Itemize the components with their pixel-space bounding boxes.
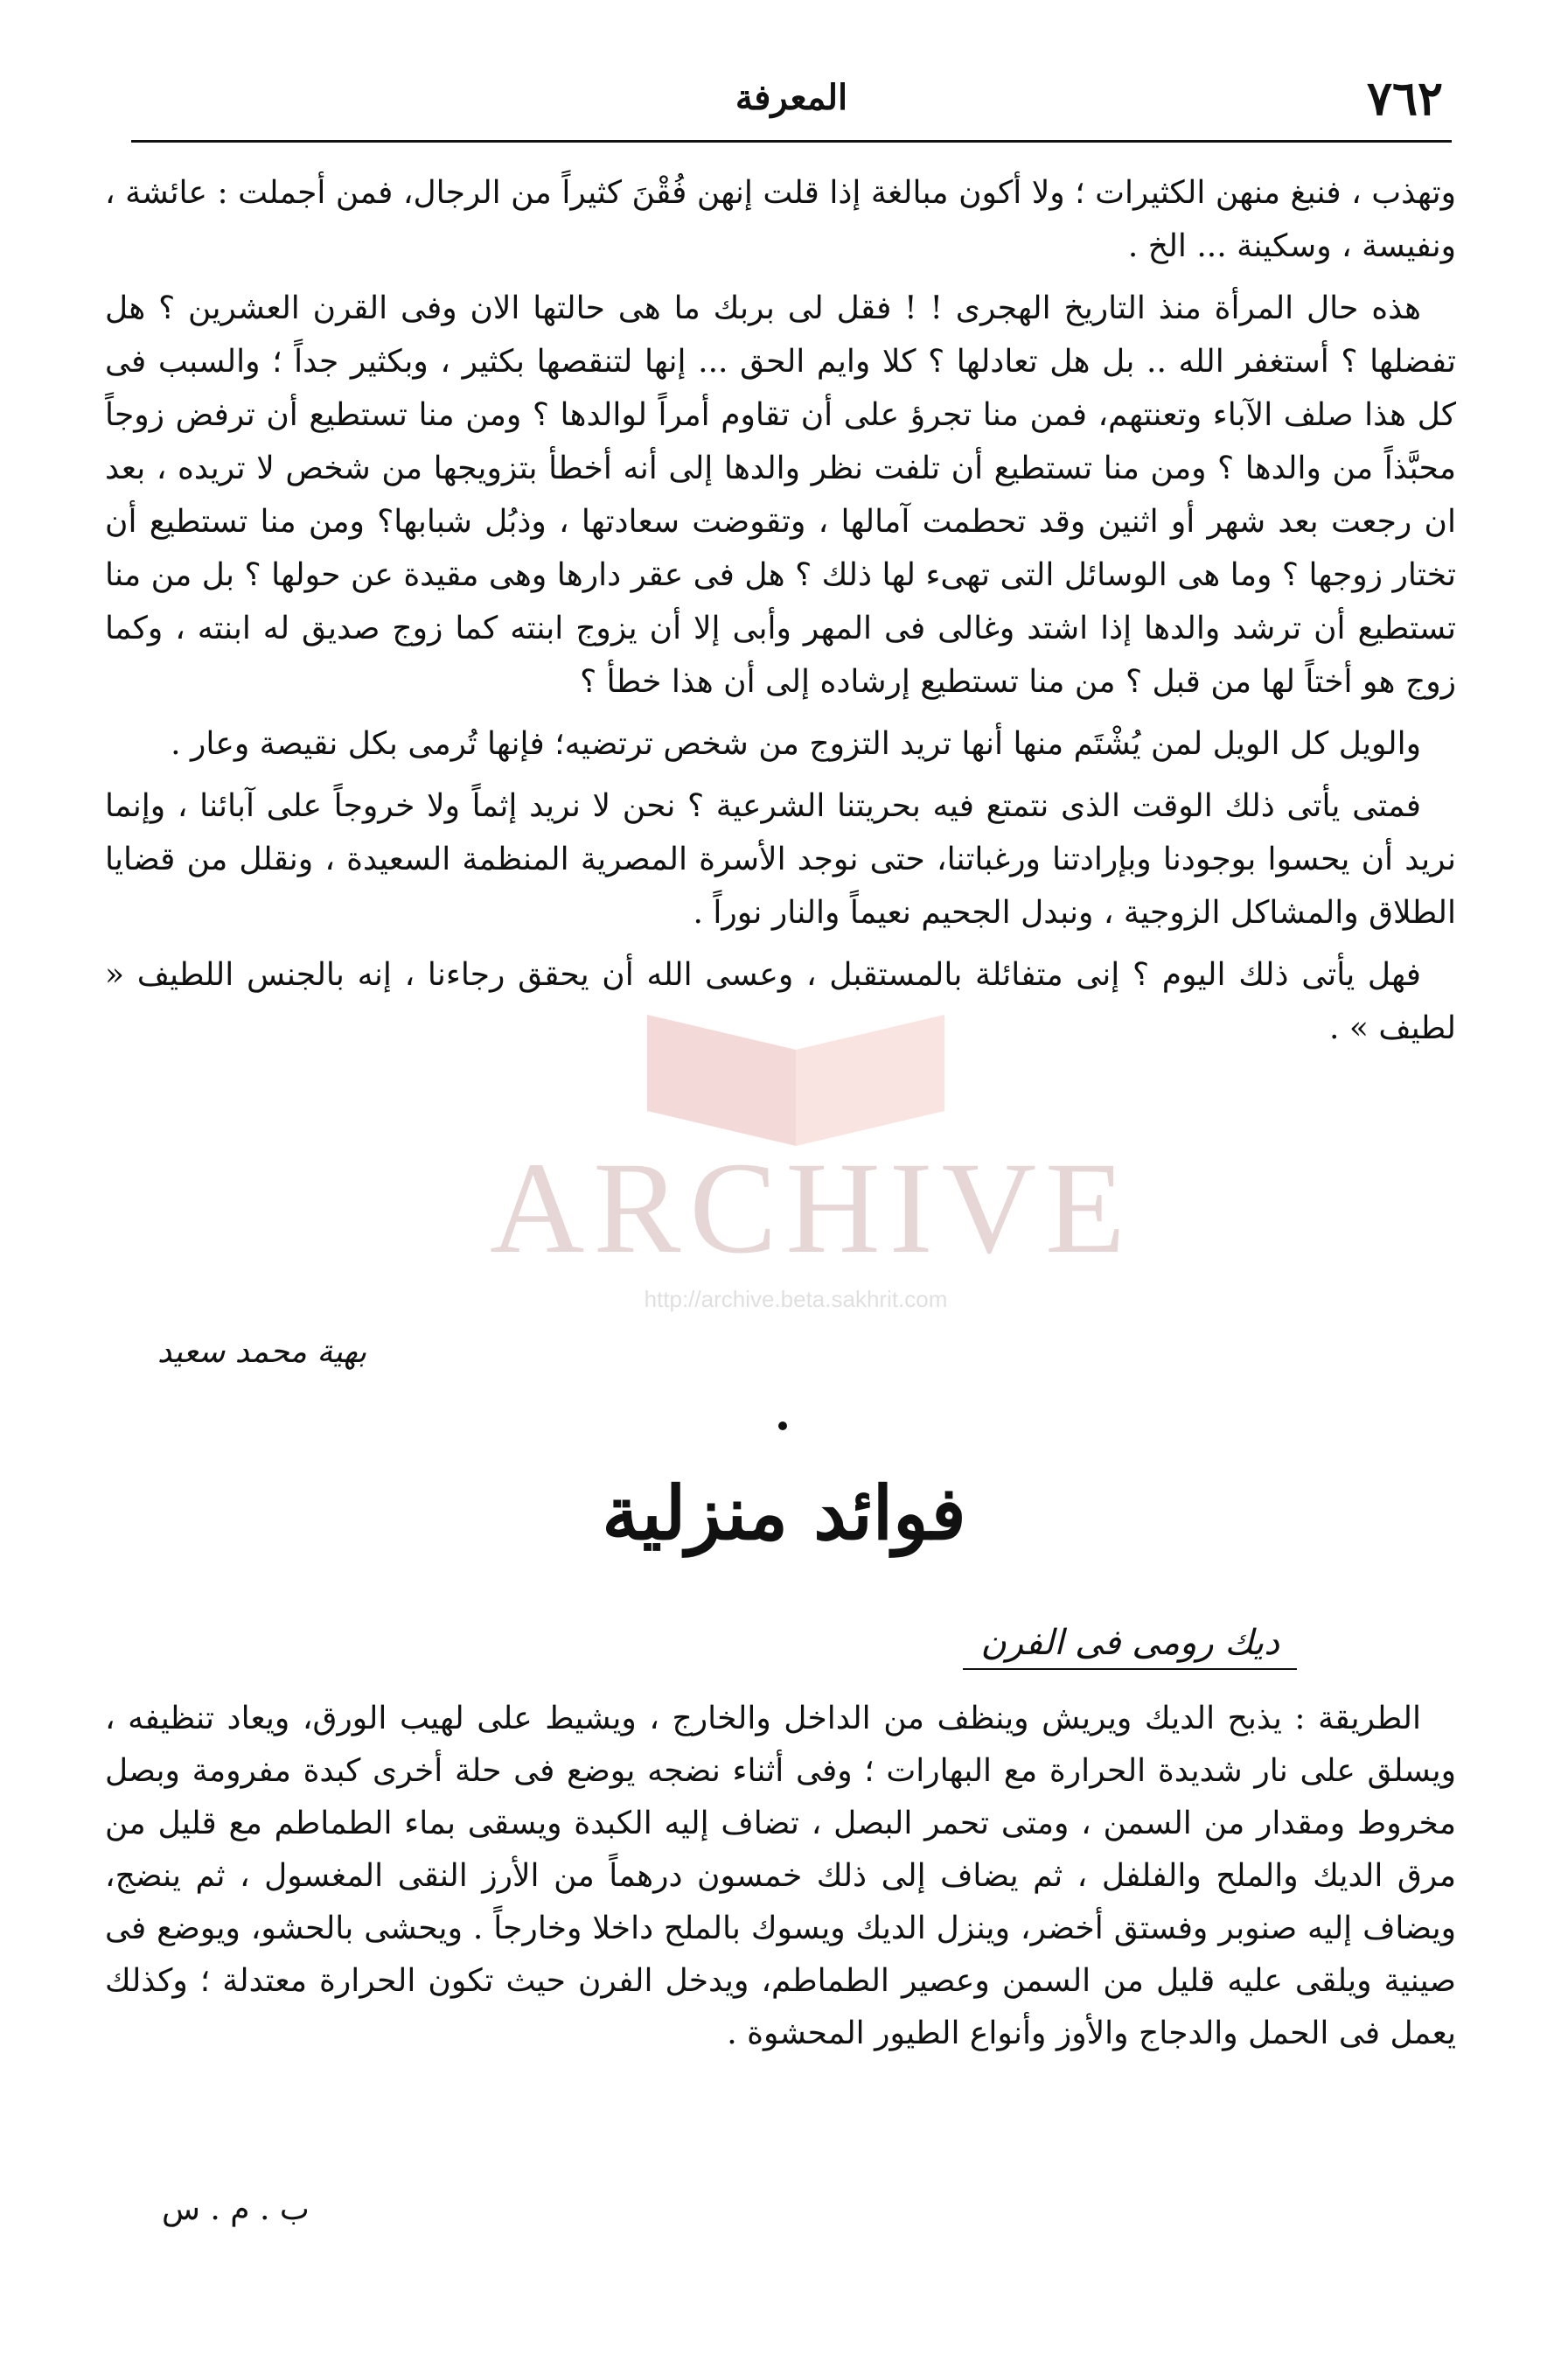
article-paragraph: وتهذب ، فنبغ منهن الكثيرات ؛ ولا أكون مبالغة إذا قلت إنهن فُقْنَ كثيراً من الرجال، فمن أجملت : عائشة ، ونفيسة ، وسكينة ... الخ . xyxy=(105,175,1456,264)
article-paragraph: والويل كل الويل لمن يُشْتَم منها أنها تريد التزوج من شخص ترتضيه؛ فإنها تُرمى بكل نقيصة وعار . xyxy=(171,726,1421,762)
recipe-body xyxy=(105,1693,1456,2060)
author-signature: بهية محمد سعيد xyxy=(157,1334,367,1370)
recipe-initials: ب . م . س xyxy=(162,2191,310,2227)
watermark-word: ARCHIVE xyxy=(490,1135,1134,1281)
recipe-title: ديك رومى فى الفرن xyxy=(963,1623,1297,1670)
page-header xyxy=(131,61,1452,143)
article-paragraph: هذه حال المرأة منذ التاريخ الهجرى ! ! فقل لى بربك ما هى حالتها الان وفى القرن العشرين ؟ هل تفضلها ؟ أستغفر الله .. بل هل تعادلها ؟ كلا وايم الحق ... إنها لتنقصها بكثير ، وبكثير جداً ؛ والسبب فى كل هذا صلف الآباء وتعنتهم، فمن منا تجرؤ على أن تقاوم أمراً لوالدها ؟ ومن منا تستطيع أن ترفض زوجاً محبَّذاً من والدها ؟ ومن منا تستطيع أن تلفت نظر والدها إلى أنه أخطأ بتزويجها من شخص لا تريده ، بعد ان رجعت بعد شهر أو اثنين وقد تحطمت آمالها ، وتقوضت سعادتها ، وذبُل شبابها؟ ومن منا تستطيع أن تختار زوجها ؟ وما هى الوسائل التى تهىء لها ذلك ؟ هل فى عقر دارها وهى مقيدة عن حولها ؟ بل من منا تستطيع أن ترشد والدها إذا اشتد وغالى فى المهر وأبى إلا أن يزوج ابنته كما زوج صديق له ابنته ، وكما زوج هو أختاً لها من قبل ؟ من منا تستطيع إرشاده إلى أن هذا خطأ ؟ xyxy=(105,290,1456,700)
recipe-paragraph: الطريقة : يذبح الديك ويريش وينظف من الداخل والخارج ، ويشيط على لهيب الورق، ويعاد تنظيفه ، ويسلق على نار شديدة الحرارة مع البهارات ؛ وفى أثناء نضجه يوضع فى حلة أخرى كبدة مفرومة وبصل مخروط ومقدار من السمن ، ومتى تحمر البصل ، تضاف إليه الكبدة ويسقى بماء الطماطم مع قليل من مرق الديك والملح والفلفل ، ثم يضاف إلى ذلك خمسون درهماً من الأرز النقى المغسول ، ثم ينضج، ويضاف إليه صنوبر وفستق أخضر، وينزل الديك ويسوك بالملح داخلا وخارجاً . ويحشى بالحشو، ويوضع فى صينية ويلقى عليه قليل من السمن وعصير الطماطم، ويدخل الفرن حيث تكون الحرارة معتدلة ؛ وكذلك يعمل فى الحمل والدجاج والأوز وأنواع الطيور المحشوة . xyxy=(105,1701,1456,2051)
page-number: ٧٦٢ xyxy=(1366,70,1443,126)
article-paragraph: فمتى يأتى ذلك الوقت الذى نتمتع فيه بحريتنا الشرعية ؟ نحن لا نريد إثماً ولا خروجاً على آبائنا ، وإنما نريد أن يحسوا بوجودنا وبإرادتنا ورغباتنا، حتى نوجد الأسرة المصرية المنظمة السعيدة ، ونقلل من قضايا الطلاق والمشاكل الزوجية ، ونبدل الجحيم نعيماً والنار نوراً . xyxy=(105,788,1456,931)
running-title: المعرفة xyxy=(735,77,848,118)
section-divider-dot xyxy=(778,1421,787,1430)
section-title: فوائد منزلية xyxy=(602,1470,966,1556)
article-body xyxy=(105,166,1456,1064)
watermark-url: http://archive.beta.sakhrit.com xyxy=(644,1286,948,1312)
article-paragraph: فهل يأتى ذلك اليوم ؟ إنى متفائلة بالمستقبل ، وعسى الله أن يحقق رجاءنا ، إنه بالجنس اللطيف « لطيف » . xyxy=(105,957,1456,1046)
